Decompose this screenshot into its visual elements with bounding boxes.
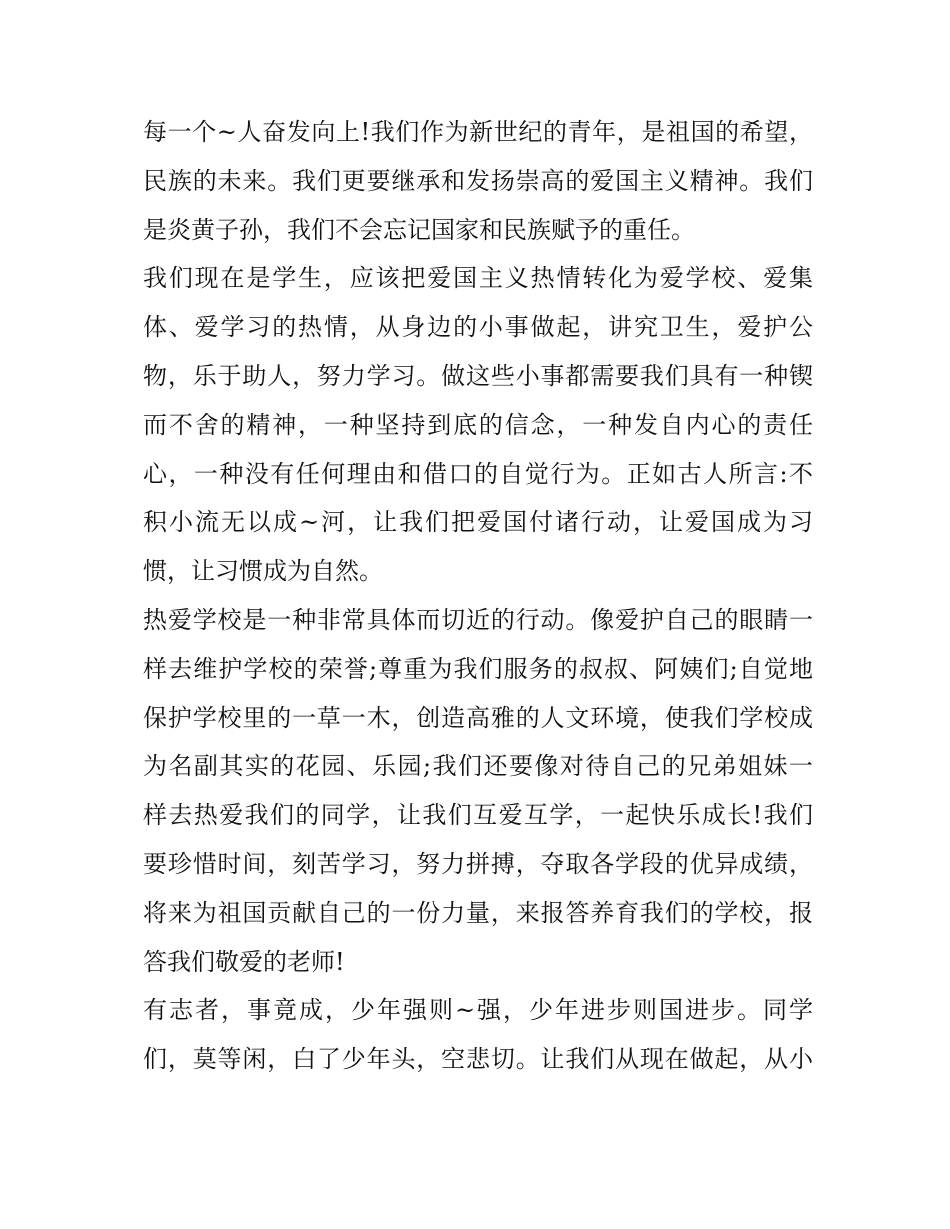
text-line: 惯，让习惯成为自然。 <box>143 557 383 586</box>
text-line: 答我们敬爱的老师! <box>143 947 345 976</box>
text-line: 心，一种没有任何理由和借口的自觉行为。正如古人所言:不 <box>143 459 813 488</box>
text-line: 有志者，事竟成，少年强则~强，少年进步则国进步。同学 <box>143 996 813 1025</box>
text-line: 保护学校里的一草一木，创造高雅的人文环境，使我们学校成 <box>143 703 813 732</box>
text-line: 为名副其实的花园、乐园;我们还要像对待自己的兄弟姐妹一 <box>143 752 813 781</box>
text-line: 物，乐于助人，努力学习。做这些小事都需要我们具有一种锲 <box>143 361 813 390</box>
text-line: 体、爱学习的热情，从身边的小事做起，讲究卫生，爱护公 <box>143 313 813 342</box>
text-line: 而不舍的精神，一种坚持到底的信念，一种发自内心的责任 <box>143 410 813 439</box>
text-line: 要珍惜时间，刻苦学习，努力拼搏，夺取各学段的优异成绩， <box>143 849 813 878</box>
text-line: 我们现在是学生，应该把爱国主义热情转化为爱学校、爱集 <box>143 264 813 293</box>
text-line: 热爱学校是一种非常具体而切近的行动。像爱护自己的眼睛一 <box>143 605 813 634</box>
text-line: 们，莫等闲，白了少年头，空悲切。让我们从现在做起，从小 <box>143 1045 813 1074</box>
text-line: 样去维护学校的荣誉;尊重为我们服务的叔叔、阿姨们;自觉地 <box>143 654 813 683</box>
text-line: 民族的未来。我们更要继承和发扬崇高的爱国主义精神。我们 <box>143 166 813 195</box>
text-line: 样去热爱我们的同学，让我们互爱互学，一起快乐成长!我们 <box>143 801 813 830</box>
speech-text <box>143 108 813 1084</box>
text-line: 将来为祖国贡献自己的一份力量，来报答养育我们的学校，报 <box>143 898 813 927</box>
text-line: 积小流无以成~河，让我们把爱国付诸行动，让爱国成为习 <box>143 508 813 537</box>
text-line: 每一个~人奋发向上!我们作为新世纪的青年，是祖国的希望， <box>143 118 813 146</box>
text-line: 是炎黄子孙，我们不会忘记国家和民族赋予的重任。 <box>143 215 695 244</box>
